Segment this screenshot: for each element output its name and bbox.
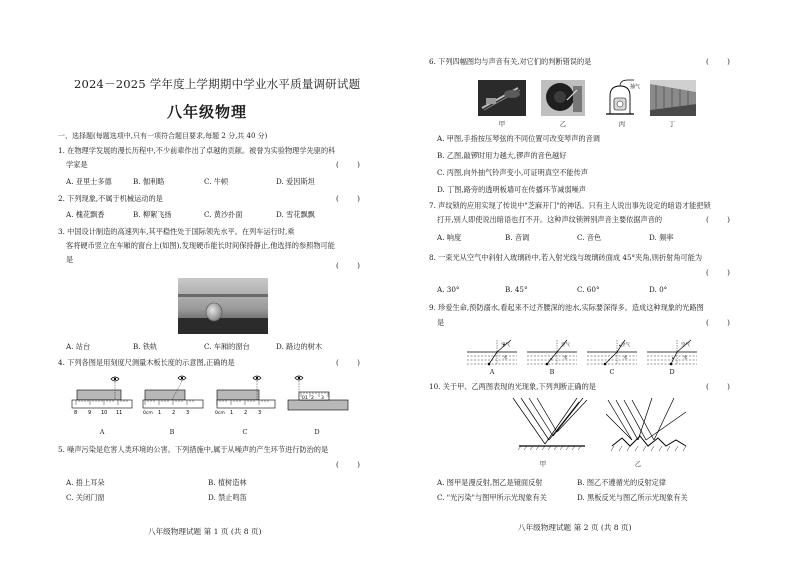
water-label: 水 [623, 356, 628, 361]
q3-answer-bracket: ( ) [336, 261, 360, 270]
ruler-diagram-b [140, 374, 206, 420]
bell-jar-diagram [602, 78, 642, 118]
q2-option-b: B. 柳絮飞扬 [133, 210, 172, 219]
q6-option-c: C. 丙图,向外抽气铃声变小,可证明真空不能传声 [437, 168, 588, 177]
specular-reflection-diagram [505, 396, 591, 458]
q9-label-b: B [549, 368, 555, 376]
q4-stem: 4. 下列各图是用刻度尺测量木板长度的示意图,正确的是 [58, 358, 235, 367]
q9-answer-bracket: ( ) [706, 318, 730, 327]
q1-stem: 1. 在物理学发展的漫长历程中,不少前辈作出了卓越的贡献。被誉为实验物理学先驱的科 [58, 146, 336, 155]
water-label: 水 [503, 356, 508, 361]
q8-option-c: C. 60° [577, 285, 600, 294]
q8-stem: 8. 一束光从空气中斜射入玻璃砖中,若入射光线与玻璃砖面成 45°夹角,则折射角可能为 [429, 253, 703, 262]
q5-option-c: C. 关闭门窗 [66, 493, 105, 502]
q8-answer-bracket: ( ) [706, 268, 730, 277]
q10-option-d: D. 黑板反光与图乙所示光现象有关 [577, 493, 688, 502]
gong-photo [541, 80, 585, 116]
q9-label-c: C [609, 368, 615, 376]
q10-option-c: C. "光污染"与图甲所示光现象有关 [437, 493, 547, 502]
q1-option-c: C. 牛顿 [204, 177, 229, 186]
air-label: 空气 [561, 343, 570, 348]
q4-answer-bracket: ( ) [336, 358, 360, 367]
air-label: 空气 [621, 343, 630, 348]
light-path-diagram-b [527, 336, 577, 368]
q1-answer-bracket: ( ) [336, 160, 360, 169]
eye-icon [178, 376, 186, 380]
q10-option-a: A. 图甲是漫反射,图乙是镜面反射 [437, 478, 543, 487]
ruler-diagram-a [70, 374, 136, 420]
q5-stem: 5. 噪声污染是危害人类环境的公害。下列措施中,属于从噪声的产生环节进行防治的是 [58, 445, 329, 454]
ruler-a-tick-9: 9 [88, 410, 92, 416]
q1-option-a: A. 亚里士多德 [66, 177, 112, 186]
ruler-label-b: B [169, 428, 175, 436]
air-label: 空气 [501, 343, 510, 348]
section-heading: 一、选择题(每题选项中,只有一项符合题目要求,每题 2 分,共 40 分) [58, 132, 268, 140]
q8-option-d: D. 0° [649, 285, 668, 294]
air-label: 空气 [681, 343, 690, 348]
q3-stem-line3: 是 [66, 255, 74, 264]
q3-option-d: D. 路边的树木 [276, 342, 323, 351]
q10-answer-bracket: ( ) [706, 382, 730, 391]
q9-label-d: D [669, 368, 675, 376]
q5-option-a: A. 捂上耳朵 [66, 478, 105, 487]
q7-stem: 7. 声纹锁的应用实现了传说中"芝麻开门"的神话。只有主人说出事先设定的暗语才能把锁 [429, 201, 711, 210]
q9-label-a: A [489, 368, 495, 376]
q2-stem: 2. 下列现象,不属于机械运动的是 [58, 194, 163, 203]
q2-option-c: C. 黄沙扑面 [204, 210, 243, 219]
ruler-b-tick-1: 1 [158, 410, 162, 416]
page-footer-2: 八年级物理试题 第 2 页 (共 8 页) [518, 523, 632, 532]
ruler-a-tick-11: 11 [116, 410, 123, 416]
q6-stem: 6. 下列四幅图均与声音有关,对它们的判断错误的是 [429, 57, 592, 66]
q6-option-a: A. 甲图,手指按压琴弦的不同位置可改变琴声的音调 [437, 134, 600, 143]
q8-option-b: B. 45° [505, 285, 528, 294]
ruler-d-tick-2: 2 [311, 396, 314, 401]
q1-option-d: D. 爱因斯坦 [276, 177, 315, 186]
q10-caption-yi: 乙 [634, 460, 642, 468]
q7-answer-bracket: ( ) [706, 215, 730, 224]
q7-option-b: B. 音调 [505, 233, 530, 242]
q3-option-a: A. 站台 [66, 342, 91, 351]
q2-answer-bracket: ( ) [336, 194, 360, 203]
diffuse-reflection-diagram [602, 396, 692, 458]
q6-option-b: B. 乙图,敲锣时用力越大,锣声的音色越好 [437, 151, 567, 160]
ruler-c-tick-0: 0cm [215, 411, 225, 416]
q2-option-d: D. 雪花飘飘 [276, 210, 315, 219]
q7-option-d: D. 频率 [649, 233, 674, 242]
eye-icon [295, 376, 303, 380]
q8-option-a: A. 30° [437, 285, 460, 294]
ruler-a-tick-8: 8 [74, 410, 78, 416]
ruler-c-tick-1: 1 [230, 410, 234, 416]
q6-caption-bing: 丙 [618, 120, 626, 128]
q7-option-a: A. 响度 [437, 233, 462, 242]
exam-page-2 [397, 0, 794, 562]
q5-answer-bracket: ( ) [336, 460, 360, 469]
q6-caption-ding: 丁 [668, 120, 676, 128]
q6-caption-jia: 甲 [498, 120, 506, 128]
water-label: 水 [683, 356, 688, 361]
q7-option-c: C. 音色 [577, 233, 602, 242]
light-path-diagram-a [467, 336, 517, 368]
eye-icon [253, 376, 261, 380]
q2-option-a: A. 槐花飘香 [66, 210, 105, 219]
q10-caption-jia: 甲 [539, 460, 547, 468]
guitar-photo [478, 80, 526, 116]
q5-option-b: B. 植树造林 [208, 478, 247, 487]
q6-caption-yi: 乙 [559, 120, 567, 128]
light-path-diagram-d [647, 336, 697, 368]
q6-option-d: D. 丁图,路旁的透明板墙可在传播环节减弱噪声 [437, 185, 586, 194]
ruler-b-tick-0: 0cm [143, 411, 153, 416]
ruler-d-tick-01: 01 [302, 396, 308, 401]
q1-stem-line2: 学家是 [66, 160, 88, 169]
noise-barrier-photo [650, 80, 696, 116]
q10-option-b: B. 图乙不遵循光的反射定律 [577, 478, 666, 487]
ruler-d-tick-3: 3 [321, 396, 324, 401]
coin-on-windowsill-photo [178, 278, 268, 334]
q6-answer-bracket: ( ) [706, 57, 730, 66]
light-path-diagram-c [587, 336, 637, 368]
subject-title: 八年级物理 [167, 103, 248, 121]
q5-option-d: D. 禁止鸣笛 [208, 493, 247, 502]
ruler-label-a: A [99, 428, 105, 436]
eye-icon [111, 377, 119, 381]
ruler-label-c: C [242, 428, 248, 436]
ruler-diagram-c [212, 374, 278, 420]
page-footer-1: 八年级物理试题 第 1 页 (共 8 页) [148, 527, 262, 536]
ruler-c-tick-3: 3 [258, 410, 262, 416]
ruler-c-tick-2: 2 [244, 410, 248, 416]
q3-stem: 3. 中国设计制造的高速列车,其平稳性处于国际领先水平。在列车运行时,乘 [58, 227, 295, 236]
exam-title: 2024－2025 学年度上学期期中学业水平质量调研试题 [74, 77, 361, 91]
q9-stem-line2: 是 [437, 318, 445, 327]
q10-stem: 10. 关于甲、乙两图表现的光现象,下列判断正确的是 [429, 382, 596, 391]
water-label: 水 [563, 356, 568, 361]
q3-stem-line2: 客将硬币竖立在车厢的窗台上(如图),发现硬币能长时间保持静止,他选择的参照物可能 [66, 241, 335, 250]
q3-option-b: B. 铁轨 [133, 342, 158, 351]
q1-option-b: B. 伽利略 [133, 177, 165, 186]
ruler-a-tick-10: 10 [101, 410, 108, 416]
ruler-label-d: D [314, 428, 320, 436]
q3-option-c: C. 车厢的窗台 [204, 342, 250, 351]
q9-stem: 9. 珍爱生命,预防溺水,看起来不过齐腰深的池水,实际要深得多。造成这种现象的光路图 [429, 303, 704, 312]
pump-label: 抽气 [630, 84, 641, 90]
ruler-b-tick-2: 2 [172, 410, 176, 416]
ruler-b-tick-3: 3 [186, 410, 190, 416]
ruler-diagram-d [285, 374, 351, 420]
q7-stem-line2: 打开,别人即使说出暗语也打不开。这种声纹锁辨别声音主要依据声音的 [437, 215, 663, 224]
